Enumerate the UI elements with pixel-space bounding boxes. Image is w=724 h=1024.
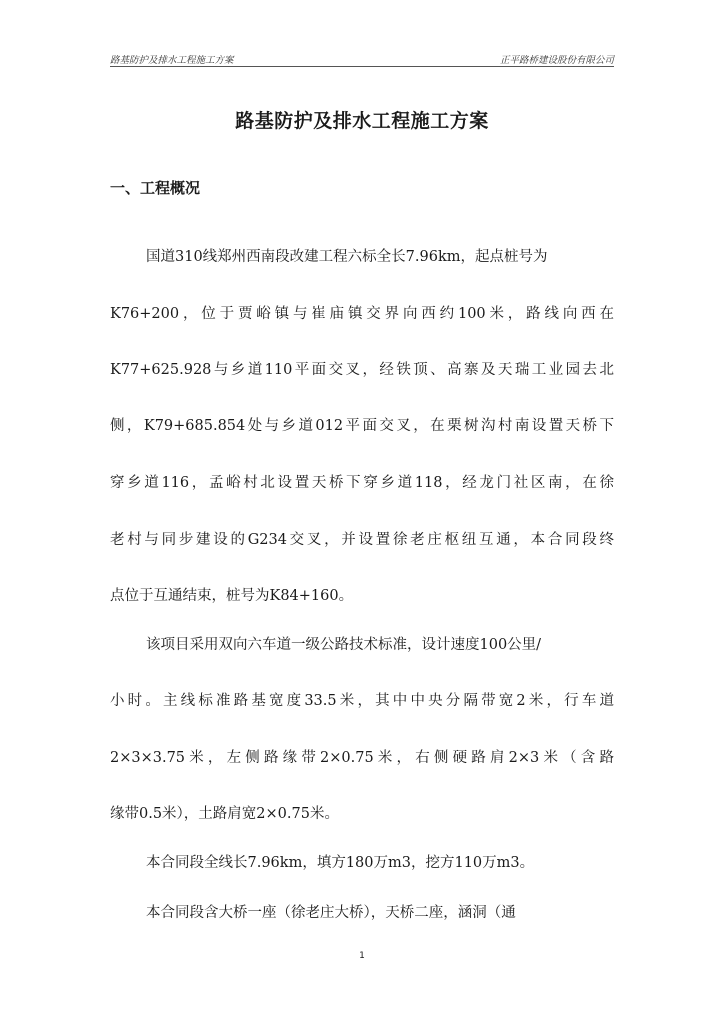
paragraph-line: 侧，K79+685.854处与乡道012平面交叉，在栗树沟村南设置天桥下 (110, 418, 614, 434)
paragraph-line: 该项目采用双向六车道一级公路技术标准，设计速度100公里/ (146, 637, 542, 653)
paragraph-line: 本合同段全线长7.96km，填方180万m3，挖方110万m3。 (146, 855, 535, 871)
paragraph-line: 穿乡道116，孟峪村北设置天桥下穿乡道118，经龙门社区南，在徐 (110, 475, 614, 491)
paragraph-line: 缘带0.5米），土路肩宽2×0.75米。 (110, 806, 339, 822)
paragraph-line: 本合同段含大桥一座（徐老庄大桥），天桥二座，涵洞（通 (146, 905, 516, 921)
paragraph-line: 点位于互通结束，桩号为K84+160。 (110, 588, 354, 604)
header-document-title: 路基防护及排水工程施工方案 (110, 55, 234, 66)
paragraph-line: K76+200，位于贾峪镇与崔庙镇交界向西约100米，路线向西在 (110, 306, 614, 322)
paragraph-line: 国道310线郑州西南段改建工程六标全长7.96km，起点桩号为 (146, 249, 548, 265)
page-header (110, 52, 614, 67)
section-heading-overview: 一、工程概况 (110, 179, 201, 197)
paragraph-line: K77+625.928与乡道110平面交叉，经铁顶、高寨及天瑞工业园去北 (110, 362, 614, 378)
paragraph-line: 老村与同步建设的G234交叉，并设置徐老庄枢纽互通，本合同段终 (110, 532, 614, 548)
paragraph-line: 2×3×3.75米，左侧路缘带2×0.75米，右侧硬路肩2×3米（含路 (110, 750, 614, 766)
document-title: 路基防护及排水工程施工方案 (235, 110, 489, 132)
page-number: 1 (359, 951, 365, 961)
paragraph-line: 小时。主线标准路基宽度33.5米，其中中央分隔带宽2米，行车道 (110, 693, 614, 709)
header-company-name: 正平路桥建设股份有限公司 (499, 55, 614, 66)
